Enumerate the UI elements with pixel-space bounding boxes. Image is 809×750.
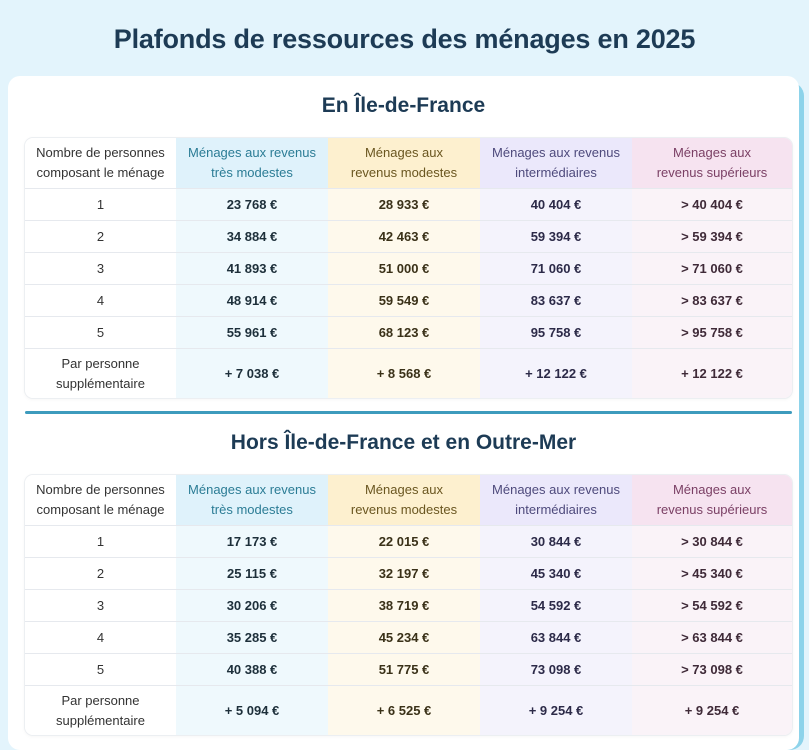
cell-superieurs: > 63 844 € bbox=[632, 622, 792, 654]
table-ile-de-france bbox=[25, 138, 792, 398]
header-modestes: Ménages aux revenus modestes bbox=[328, 138, 480, 189]
cell-household-size: 5 bbox=[25, 654, 176, 686]
cell-tres-modestes: 30 206 € bbox=[176, 590, 328, 622]
cell-household-size: 1 bbox=[25, 526, 176, 558]
cell-intermediaires: 83 637 € bbox=[480, 285, 632, 317]
cell-household-size: 2 bbox=[25, 558, 176, 590]
cell-household-size: 4 bbox=[25, 285, 176, 317]
section-title-ile-de-france: En Île-de-France bbox=[321, 94, 486, 117]
cell-intermediaires: 71 060 € bbox=[480, 253, 632, 285]
table-row bbox=[25, 526, 792, 558]
header-tres-modestes: Ménages aux revenus très modestes bbox=[176, 475, 328, 526]
table-row bbox=[25, 654, 792, 686]
cell-intermediaires: 59 394 € bbox=[480, 221, 632, 253]
cell-intermediaires: 40 404 € bbox=[480, 189, 632, 221]
cell-intermediaires: 45 340 € bbox=[480, 558, 632, 590]
table-row bbox=[25, 622, 792, 654]
cell-modestes: 28 933 € bbox=[328, 189, 480, 221]
table-hors-ile-de-france bbox=[25, 475, 792, 735]
cell-superieurs: > 54 592 € bbox=[632, 590, 792, 622]
cell-tres-modestes: 41 893 € bbox=[176, 253, 328, 285]
cell-household-size: 4 bbox=[25, 622, 176, 654]
cell-modestes: 22 015 € bbox=[328, 526, 480, 558]
cell-extra-person-label: Par personne supplémentaire bbox=[25, 349, 176, 399]
table-header-row bbox=[25, 138, 792, 189]
cell-intermediaires: + 9 254 € bbox=[480, 686, 632, 736]
table-row bbox=[25, 558, 792, 590]
cell-modestes: 59 549 € bbox=[328, 285, 480, 317]
cell-intermediaires: 63 844 € bbox=[480, 622, 632, 654]
cell-superieurs: > 83 637 € bbox=[632, 285, 792, 317]
cell-tres-modestes: + 7 038 € bbox=[176, 349, 328, 399]
cell-superieurs: > 45 340 € bbox=[632, 558, 792, 590]
table-row bbox=[25, 285, 792, 317]
section-title-hors-ile-de-france: Hors Île-de-France et en Outre-Mer bbox=[230, 431, 577, 454]
page-title: Plafonds de ressources des ménages en 2025 bbox=[113, 24, 696, 54]
cell-modestes: 32 197 € bbox=[328, 558, 480, 590]
header-superieurs: Ménages aux revenus supérieurs bbox=[632, 475, 792, 526]
header-modestes: Ménages aux revenus modestes bbox=[328, 475, 480, 526]
cell-tres-modestes: 35 285 € bbox=[176, 622, 328, 654]
cell-superieurs: > 40 404 € bbox=[632, 189, 792, 221]
cell-intermediaires: 73 098 € bbox=[480, 654, 632, 686]
table-row bbox=[25, 317, 792, 349]
cell-household-size: 2 bbox=[25, 221, 176, 253]
cell-tres-modestes: 25 115 € bbox=[176, 558, 328, 590]
cell-intermediaires: + 12 122 € bbox=[480, 349, 632, 399]
cell-superieurs: > 73 098 € bbox=[632, 654, 792, 686]
cell-intermediaires: 30 844 € bbox=[480, 526, 632, 558]
table-row bbox=[25, 221, 792, 253]
header-intermediaires: Ménages aux revenus intermédiaires bbox=[480, 138, 632, 189]
cell-superieurs: > 95 758 € bbox=[632, 317, 792, 349]
table-header-row bbox=[25, 475, 792, 526]
cell-extra-person-label: Par personne supplémentaire bbox=[25, 686, 176, 736]
cell-modestes: 42 463 € bbox=[328, 221, 480, 253]
cell-tres-modestes: + 5 094 € bbox=[176, 686, 328, 736]
cell-modestes: + 6 525 € bbox=[328, 686, 480, 736]
cell-modestes: 51 775 € bbox=[328, 654, 480, 686]
cell-household-size: 3 bbox=[25, 253, 176, 285]
content-card bbox=[8, 76, 799, 750]
cell-modestes: + 8 568 € bbox=[328, 349, 480, 399]
cell-modestes: 68 123 € bbox=[328, 317, 480, 349]
cell-tres-modestes: 48 914 € bbox=[176, 285, 328, 317]
cell-tres-modestes: 40 388 € bbox=[176, 654, 328, 686]
cell-household-size: 5 bbox=[25, 317, 176, 349]
cell-superieurs: + 9 254 € bbox=[632, 686, 792, 736]
cell-tres-modestes: 34 884 € bbox=[176, 221, 328, 253]
cell-superieurs: > 59 394 € bbox=[632, 221, 792, 253]
table-row-extra-person bbox=[25, 349, 792, 399]
header-superieurs: Ménages aux revenus supérieurs bbox=[632, 138, 792, 189]
cell-modestes: 51 000 € bbox=[328, 253, 480, 285]
cell-modestes: 38 719 € bbox=[328, 590, 480, 622]
cell-superieurs: > 71 060 € bbox=[632, 253, 792, 285]
cell-tres-modestes: 55 961 € bbox=[176, 317, 328, 349]
cell-tres-modestes: 23 768 € bbox=[176, 189, 328, 221]
cell-household-size: 3 bbox=[25, 590, 176, 622]
cell-household-size: 1 bbox=[25, 189, 176, 221]
table-row bbox=[25, 253, 792, 285]
cell-modestes: 45 234 € bbox=[328, 622, 480, 654]
cell-intermediaires: 95 758 € bbox=[480, 317, 632, 349]
section-divider bbox=[25, 411, 792, 414]
header-tres-modestes: Ménages aux revenus très modestes bbox=[176, 138, 328, 189]
table-row-extra-person bbox=[25, 686, 792, 736]
header-household-size: Nombre de personnes composant le ménage bbox=[25, 138, 176, 189]
table-row bbox=[25, 590, 792, 622]
table-row bbox=[25, 189, 792, 221]
cell-tres-modestes: 17 173 € bbox=[176, 526, 328, 558]
header-household-size: Nombre de personnes composant le ménage bbox=[25, 475, 176, 526]
cell-superieurs: + 12 122 € bbox=[632, 349, 792, 399]
header-intermediaires: Ménages aux revenus intermédiaires bbox=[480, 475, 632, 526]
cell-superieurs: > 30 844 € bbox=[632, 526, 792, 558]
cell-intermediaires: 54 592 € bbox=[480, 590, 632, 622]
